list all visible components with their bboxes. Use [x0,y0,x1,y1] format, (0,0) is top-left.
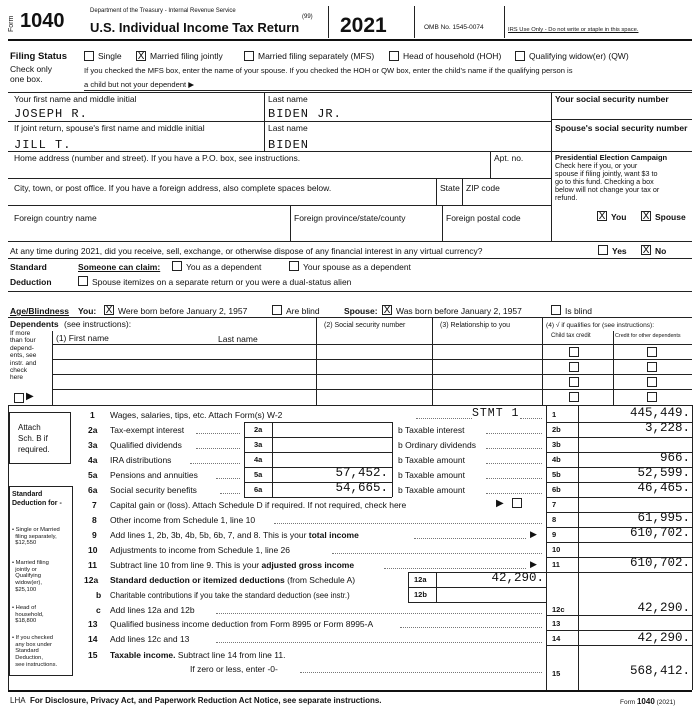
first-name-field[interactable]: JOSEPH R. [14,107,88,121]
line-5a-number: 5a [88,470,98,480]
campaign-title: Presidential Election Campaign [555,153,668,162]
line-13-label: Qualified business income deduction from Form 8995 or Form 8995-A [110,619,374,629]
virtual-currency-no-checkbox[interactable]: X [642,245,650,256]
line-4b-amount[interactable]: 966. [659,451,690,465]
line-6b-label: b Taxable amount [398,485,465,495]
single-label: Single [98,51,122,61]
you-blind-checkbox[interactable] [272,305,282,315]
mfs-label: Married filing separately (MFS) [258,51,375,61]
line-5a-amount[interactable]: 57,452. [335,466,388,480]
ssn-label: Your social security number [555,94,669,104]
footer-lha: LHA [10,696,26,705]
spouse-born-before-checkbox[interactable]: X [383,305,391,316]
line-15-label-2: If zero or less, enter -0- [190,664,278,674]
line-15-amount[interactable]: 568,412. [629,664,690,678]
mfs-checkbox[interactable] [244,51,254,61]
line-12a-box: 12a [414,575,427,584]
you-born-before-label: Were born before January 2, 1957 [118,306,248,316]
line-5b-amount[interactable]: 52,599. [637,466,690,480]
campaign-text: Check here if you, or your spouse if filing jointly, want $3 to go to this fund. Checking a box below will not change your tax or refund. [555,161,660,202]
dep1-other-credit-checkbox[interactable] [647,347,657,357]
line-6b-amount[interactable]: 46,465. [637,481,690,495]
line-10-number: 10 [88,545,98,555]
line-8-label: Other income from Schedule 1, line 10 [110,515,256,525]
form-code: (99) [302,14,313,20]
line-3b-box: 3b [552,440,561,449]
virtual-currency-yes-checkbox[interactable] [598,245,608,255]
dep3-other-credit-checkbox[interactable] [647,377,657,387]
line-1-amount[interactable]: 445,449. [629,406,690,420]
foreign-province-label: Foreign province/state/county [294,213,406,223]
form-number: 1040 [20,10,65,32]
line-13-box: 13 [552,619,561,628]
line-15-label: Taxable income. Subtract line 14 from line 11. [110,650,286,660]
line-12b-box: 12b [414,590,427,599]
dependents-side-note: If more than four depend- ents, see instr. and check here [10,330,37,382]
line-11-arrow: ▶ [530,559,537,569]
filing-status-note: If you checked the MFS box, enter the name of your spouse. If you checked the HOH or QW box, enter the child's name if the qualifying person is [84,66,573,75]
line-4a-box: 4a [254,455,263,464]
line-1-number: 1 [90,410,95,420]
line-2a-box: 2a [254,425,263,434]
someone-can-claim: Someone can claim: [78,262,161,272]
attach-sch-b-note: Attach Sch. B if required. [18,423,50,454]
line-6b-box: 6b [552,485,561,494]
line-9-amount[interactable]: 610,702. [629,526,690,540]
married-jointly-label: Married filing jointly [150,51,223,61]
qw-label: Qualifying widow(er) (QW) [529,51,629,61]
foreign-postal-label: Foreign postal code [446,213,521,223]
spouse-itemizes-checkbox[interactable] [78,276,88,286]
dep2-other-credit-checkbox[interactable] [647,362,657,372]
dep-col-last-name: Last name [218,334,258,344]
spouse-last-name-label: Last name [268,123,308,133]
std-ded-sidebar-hoh: • Head of household, $18,800 [12,605,44,625]
line-3a-number: 3a [88,440,98,450]
filing-status-note-2: a child but not your dependent ▶ [84,80,195,89]
dep3-child-credit-checkbox[interactable] [569,377,579,387]
std-ded-sidebar-mfj: • Married filing jointly or Qualifying widow(er), $25,100 [12,560,49,593]
virtual-currency-question: At any time during 2021, did you receive, sell, exchange, or otherwise dispose of any financial interest in any virtual currency? [10,246,483,256]
line-8-box: 8 [552,515,557,524]
line-9-number: 9 [92,530,97,540]
line-3b-label: b Ordinary dividends [398,440,476,450]
you-dependent-label: You as a dependent [186,262,262,272]
dep-col-other-credit: Credit for other dependents [615,333,681,339]
hoh-checkbox[interactable] [389,51,399,61]
apt-label: Apt. no. [494,153,524,163]
form-title: U.S. Individual Income Tax Return [90,20,300,35]
city-label: City, town, or post office. If you have a foreign address, also complete spaces below. [14,183,332,193]
line-2a-number: 2a [88,425,98,435]
state-label: State [440,183,460,193]
spouse-blind-label: Is blind [565,306,592,316]
line-12c-label: Add lines 12a and 12b [110,605,195,615]
line-10-box: 10 [552,545,561,554]
line-12c-amount[interactable]: 42,290. [637,601,690,615]
line-7-arrow: ▶ [496,498,504,509]
line-12a-amount[interactable]: 42,290. [491,571,544,585]
line-6a-number: 6a [88,485,98,495]
line-10-label: Adjustments to income from Schedule 1, line 26 [110,545,291,555]
you-blind-label: Are blind [286,306,320,316]
line-14-number: 14 [88,634,98,644]
line-6a-box: 6a [254,485,263,494]
dep-col-qualifies: (4) √ if qualifies for (see instructions): [546,322,655,329]
line-1-box: 1 [552,410,557,419]
line-15-number: 15 [88,650,98,660]
campaign-spouse-checkbox[interactable]: X [642,211,650,222]
dep-col-first-name: (1) First name [56,333,109,343]
line-1-note: STMT 1 [472,407,520,420]
line-3a-box: 3a [254,440,263,449]
line-14-label: Add lines 12c and 13 [110,634,190,644]
line-2a-label: Tax-exempt interest [110,425,185,435]
dep-col-ssn: (2) Social security number [324,322,406,329]
line-12a-number: 12a [84,575,99,585]
std-deduction-heading-2: Deduction [10,277,52,287]
line-12b-number: b [96,590,102,600]
line-3a-label: Qualified dividends [110,440,182,450]
line-12a-label: Standard deduction or itemized deductions (from Schedule A) [110,575,356,585]
spouse-dependent-label: Your spouse as a dependent [303,262,411,272]
spouse-born-before-label: Was born before January 2, 1957 [396,306,522,316]
irs-use-only: IRS Use Only - Do not write or staple in this space. [508,27,639,33]
qw-checkbox[interactable] [515,51,525,61]
std-ded-sidebar-title: Standard [12,491,43,498]
line-4b-box: 4b [552,455,561,464]
dep-col-child-credit: Child tax credit [551,333,591,339]
tax-year: 2021 [340,14,387,37]
campaign-you-label: You [611,212,627,222]
more-dependents-arrow: ▶ [26,391,34,402]
line-9-label: Add lines 1, 2b, 3b, 4b, 5b, 6b, 7, and 8. This is your total income [110,530,359,540]
std-ded-sidebar-single: • Single or Married filing separately, $12,550 [12,527,60,547]
last-name-label: Last name [268,94,308,104]
age-blindness-heading: Age/Blindness [10,306,70,316]
line-1-label: Wages, salaries, tips, etc. Attach Form(s) W-2 [110,410,283,420]
std-ded-sidebar-title-2: Deduction for - [12,500,62,507]
line-4b-label: b Taxable amount [398,455,465,465]
line-7-number: 7 [92,500,97,510]
home-address-label: Home address (number and street). If you have a P.O. box, see instructions. [14,153,301,163]
spouse-itemizes-label: Spouse itemizes on a separate return or you were a dual-status alien [92,277,352,287]
first-name-label: Your first name and middle initial [14,94,137,104]
department-label: Department of the Treasury - Internal Revenue Service [90,8,236,14]
spouse-first-name-label: If joint return, spouse's first name and middle initial [14,123,205,133]
form-vertical-label: Form [8,15,15,32]
line-12b-label: Charitable contributions if you take the standard deduction (see instr.) [110,591,350,600]
line-11-number: 11 [88,560,97,570]
line-14-amount[interactable]: 42,290. [637,631,690,645]
dependents-heading: Dependents [10,319,59,329]
filing-status-one-box: one box. [10,74,43,84]
line-8-number: 8 [92,515,97,525]
line-2b-box: 2b [552,425,561,434]
hoh-label: Head of household (HOH) [403,51,502,61]
std-ded-sidebar-checked: • If you checked any box under Standard Deduction, see instructions. [12,635,58,668]
virtual-currency-no-label: No [655,246,667,256]
line-11-amount[interactable]: 610,702. [629,556,690,570]
std-deduction-heading: Standard [10,262,47,272]
line-7-box: 7 [552,500,557,509]
campaign-spouse-label: Spouse [655,212,686,222]
single-checkbox[interactable] [84,51,94,61]
campaign-you-checkbox[interactable]: X [598,211,606,222]
line-6a-label: Social security benefits [110,485,197,495]
dep-col-relationship: (3) Relationship to you [440,322,511,329]
line-12c-box: 12c [552,605,565,614]
line-7-checkbox[interactable] [512,498,522,508]
line-2b-amount[interactable]: 3,228. [644,421,690,435]
line-5b-label: b Taxable amount [398,470,465,480]
dep4-child-credit-checkbox[interactable] [569,392,579,402]
zip-label: ZIP code [466,183,500,193]
spouse-ssn-label: Spouse's social security number [555,123,688,133]
spouse-last-name-field[interactable]: BIDEN [268,138,310,152]
dep4-other-credit-checkbox[interactable] [647,392,657,402]
filing-status-check-only: Check only [10,64,53,74]
line-13-number: 13 [88,619,98,629]
married-jointly-checkbox[interactable]: X [137,51,145,62]
dep2-child-credit-checkbox[interactable] [569,362,579,372]
you-dependent-checkbox[interactable] [172,261,182,271]
line-11-box: 11 [552,560,560,569]
line-2b-label: b Taxable interest [398,425,465,435]
spouse-blind-checkbox[interactable] [551,305,561,315]
line-12c-number: c [96,605,101,615]
line-14-box: 14 [552,634,561,643]
omb-number: OMB No. 1545-0074 [424,24,484,31]
virtual-currency-yes-label: Yes [612,246,627,256]
more-dependents-checkbox[interactable] [14,393,24,403]
line-15-box: 15 [552,669,561,678]
foreign-country-label: Foreign country name [14,213,97,223]
spouse-first-name-field[interactable]: JILL T. [14,138,72,152]
line-4a-label: IRA distributions [110,455,172,465]
line-11-label: Subtract line 10 from line 9. This is your adjusted gross income [110,560,355,570]
last-name-field[interactable]: BIDEN JR. [268,107,342,121]
line-6a-amount[interactable]: 54,665. [335,481,388,495]
line-8-amount[interactable]: 61,995. [637,511,690,525]
age-you-label: You: [78,306,97,316]
line-7-label: Capital gain or (loss). Attach Schedule D if required. If not required, check here [110,500,407,510]
filing-status-heading: Filing Status [10,51,67,62]
age-spouse-label: Spouse: [344,306,378,316]
line-4a-number: 4a [88,455,98,465]
footer-form-label: Form 1040 (2021) [620,697,676,706]
line-5a-label: Pensions and annuities [110,470,198,480]
line-5a-box: 5a [254,470,263,479]
line-9-arrow: ▶ [530,529,537,539]
line-5b-box: 5b [552,470,561,479]
you-born-before-checkbox[interactable]: X [105,305,113,316]
line-9-box: 9 [552,530,557,539]
dep1-child-credit-checkbox[interactable] [569,347,579,357]
dependents-see-instructions: (see instructions): [64,319,132,329]
footer-notice: For Disclosure, Privacy Act, and Paperwork Reduction Act Notice, see separate instructions. [30,696,382,705]
spouse-dependent-checkbox[interactable] [289,261,299,271]
